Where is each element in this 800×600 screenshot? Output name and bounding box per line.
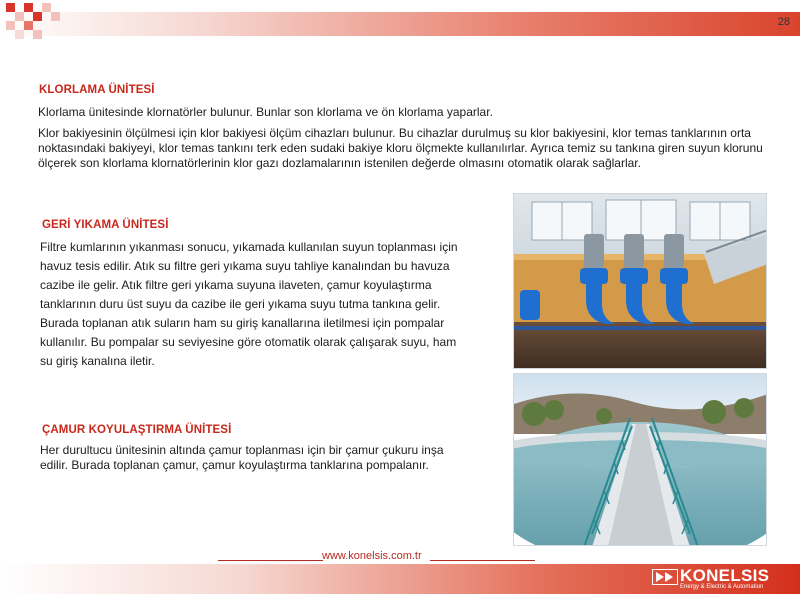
section-title-klorlama: KLORLAMA ÜNİTESİ	[39, 84, 155, 96]
section-title-camur: ÇAMUR KOYULAŞTIRMA ÜNİTESİ	[42, 424, 232, 436]
klorlama-paragraph-1: Klorlama ünitesinde klornatörler bulunur. Bunlar son klorlama ve ön klorlama yaparlar.	[38, 105, 493, 119]
section-title-geri-yikama: GERİ YIKAMA ÜNİTESİ	[42, 219, 169, 231]
page-number: 28	[777, 16, 790, 28]
konelsis-logo-icon	[652, 569, 678, 585]
footer-divider-right	[430, 560, 535, 561]
clarifier-bridge-photo	[513, 373, 767, 546]
konelsis-logo	[652, 566, 792, 592]
pump-room-photo	[513, 193, 767, 369]
website-link[interactable]: www.konelsis.com.tr	[322, 550, 422, 562]
logo-tagline: Energy & Electric & Automation	[680, 584, 764, 590]
camur-paragraph: Her durultucu ünitesinin altında çamur toplanması için bir çamur çukuru inşa edilir. Burada toplanan çamur, çamur koyulaştırma tanklarına pompalanır.	[40, 443, 444, 472]
klorlama-paragraph-2: Klor bakiyesinin ölçülmesi için klor bakiyesi ölçüm cihazları bulunur. Bu cihazlar durulmuş su klor bakiyesini, klor temas tanklarının orta noktasındaki bakiyeyi, klor temas tankını terk eden sudaki bakiye kloru ölçmekte kullanılırlar. Ayrıca temiz su tankına giren suyun klorunu ölçerek son klorlama klornatörlerinin klor gazı dozlamalarının istenilen değerde olmasını otomatik olarak sağlarlar.	[38, 126, 763, 170]
logo-name: KONELSIS	[680, 566, 770, 585]
header-gradient-bar	[0, 12, 800, 36]
header-squares-decoration	[0, 0, 70, 50]
geri-yikama-paragraph: Filtre kumlarının yıkanması sonucu, yıkamada kullanılan suyun toplanması için havuz tesis edilir. Atık su filtre geri yıkama suyu tahliye kanalından bu havuza cazibe ile gelir. Atık filtre geri yıkama suyuna ilaveten, çamur koyulaştırma tanklarının duru üst suyu da cazibe ile geri yıkama suyu tutma tankına gelir. Burada toplanan atık suların ham su giriş kanallarına iletilmesi için pompalar kullanılır. Bu pompalar su seviyesine göre otomatik olarak çalışarak suyu, ham su giriş kanalına iletir.	[40, 240, 458, 368]
footer-divider-left	[218, 560, 323, 561]
